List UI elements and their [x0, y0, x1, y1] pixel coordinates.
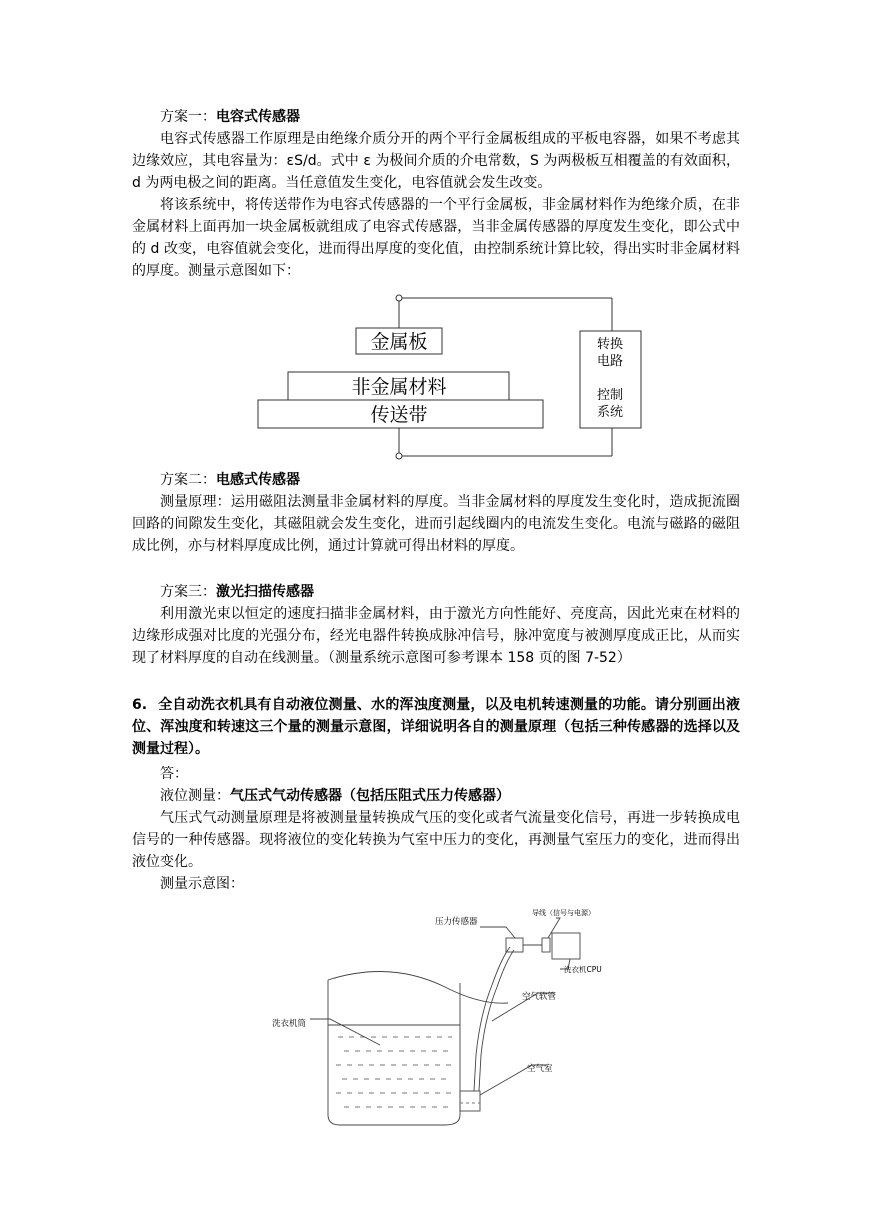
plan1-paragraph-2: 将该系统中，将传送带作为电容式传感器的一个平行金属板，非金属材料作为绝缘介质，在非金属材料上面再加一块金属板就组成了电容式传感器，当非金属传感器的厚度发生变化，即公式中的 d 改变，电容值就会变化，进而得出厚度的变化值，由控制系统计算比较，得出实时非金属材料的厚度。测量示意图如下： [132, 197, 740, 279]
box-line-1: 转换 [596, 337, 624, 352]
plan1-heading-title: 电容式传感器 [216, 109, 300, 125]
nonmetal-material [288, 372, 509, 400]
box-line-4: 控制 [596, 388, 624, 403]
conveyor-belt-label: 传送带 [370, 404, 428, 426]
answer-label: 答： [160, 766, 188, 782]
answer-section [132, 763, 740, 895]
diagram-label: 测量示意图： [160, 876, 244, 892]
wire-label: 导线（信号与电源） [532, 909, 595, 917]
plan2-heading [132, 469, 740, 491]
pressure-sensor-label: 压力传感器 [435, 917, 478, 927]
hose-label: 空气软管 [522, 992, 557, 1002]
plan3-heading [132, 581, 740, 603]
level-heading-title: 气压式气动传感器（包括压阻式压力传感器） [230, 788, 510, 804]
plan2-section [132, 469, 740, 557]
box-line-5: 系统 [596, 405, 624, 420]
conveyor-belt [258, 400, 543, 428]
question-body: 全自动洗衣机具有自动液位测量、水的浑浊度测量，以及电机转速测量的功能。请分别画出液位、浑浊度和转速这三个量的测量示意图，详细说明各自的测量原理（包括三种传感器的选择以及测量过程）。 [132, 697, 740, 757]
capacitive-sensor-diagram [250, 288, 650, 468]
plan3-heading-title: 激光扫描传感器 [216, 584, 314, 600]
bottom-terminal [396, 453, 402, 459]
question-number: 6. [132, 697, 148, 713]
plan3-heading-prefix: 方案三： [160, 584, 216, 600]
level-heading-prefix: 液位测量： [160, 788, 230, 804]
drum-label: 洗衣机筒 [272, 1019, 307, 1029]
plan3-paragraph: 利用激光束以恒定的速度扫描非金属材料，由于激光方向性能好、亮度高，因此光束在材料的边缘形成强对比度的光强分布，经光电器件转换成脉冲信号，脉冲宽度与被测厚度成正比，从而实现了材料厚度的自动在线测量。（测量系统示意图可参考课本 158 页的图 7-52） [132, 606, 740, 666]
nonmetal-material-label: 非金属材料 [351, 376, 447, 398]
plan3-section [132, 581, 740, 669]
plan2-paragraph: 测量原理：运用磁阻法测量非金属材料的厚度。当非金属材料的厚度发生变化时，造成扼流圈回路的间隙发生变化，其磁阻就会发生变化，进而引起线圈内的电流发生变化。电流与磁路的磁阻成比例，亦与材料厚度成比例，通过计算就可得出材料的厚度。 [132, 494, 740, 554]
converter-control-box [580, 331, 641, 428]
level-paragraph: 气压式气动测量原理是将被测量量转换成气压的变化或者气流量变化信号，再进一步转换成电信号的一种传感器。现将液位的变化转换为气室中压力的变化，再测量气室压力的变化，进而得出液位变化。 [132, 810, 740, 870]
metal-plate-label: 金属板 [370, 331, 428, 353]
plan1-heading [132, 106, 740, 128]
metal-plate [356, 328, 442, 354]
plan2-heading-prefix: 方案二： [160, 472, 216, 488]
plan1-paragraph-1: 电容式传感器工作原理是由绝缘介质分开的两个平行金属板组成的平板电容器，如果不考虑其边缘效应，其电容量为：εS/d。式中 ε 为极间介质的介电常数，S 为两极板互相覆盖的有效面积，d 为两电极之间的距离。当任意值发生变化，电容值就会发生改变。 [132, 131, 740, 191]
air-chamber-label: 空气室 [527, 1064, 553, 1074]
water-level-diagram [270, 905, 620, 1135]
plan1-section [132, 106, 740, 282]
top-terminal [396, 295, 402, 301]
cpu-label: 洗衣机CPU [564, 965, 602, 974]
box-line-2: 电路 [596, 354, 624, 369]
plan2-heading-title: 电感式传感器 [216, 472, 300, 488]
plan1-heading-prefix: 方案一： [160, 109, 216, 125]
question-6 [132, 694, 740, 760]
level-heading [132, 785, 740, 807]
question-6-text [132, 694, 740, 760]
